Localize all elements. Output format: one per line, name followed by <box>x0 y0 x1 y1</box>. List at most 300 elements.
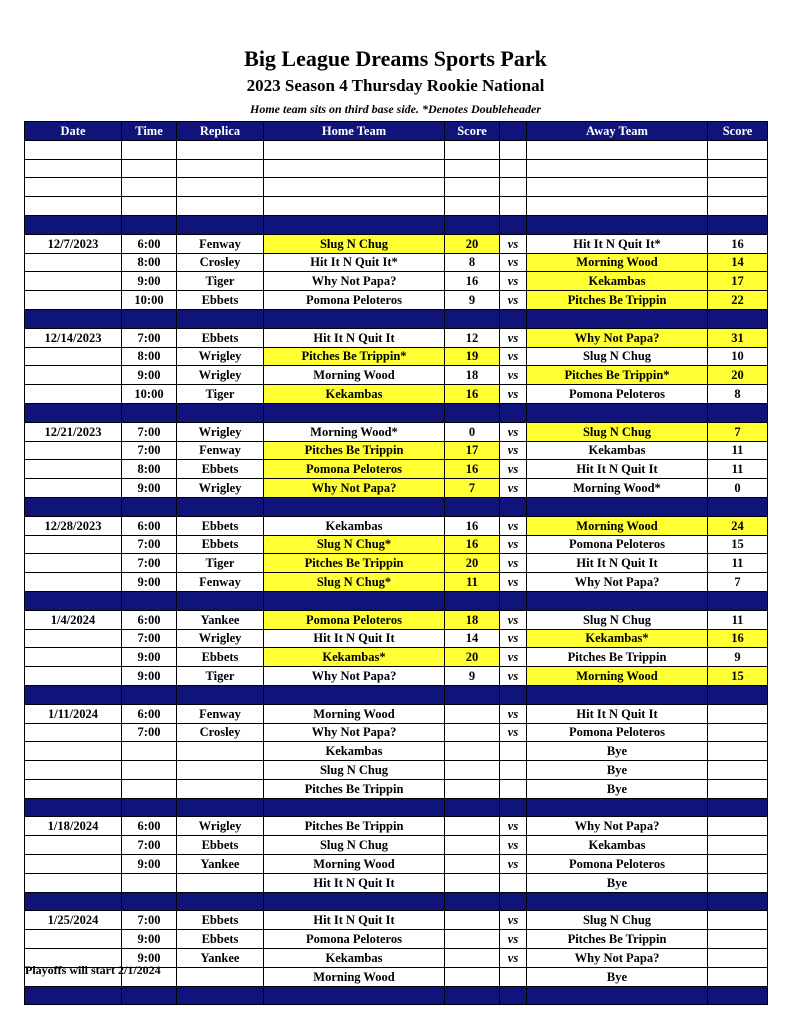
vs-cell: vs <box>500 817 527 836</box>
home-team-cell: Pitches Be Trippin* <box>264 347 445 366</box>
date-cell <box>25 986 122 1005</box>
replica-cell: Tiger <box>177 667 264 686</box>
vs-cell: vs <box>500 516 527 535</box>
replica-cell <box>177 873 264 892</box>
date-cell <box>25 573 122 592</box>
replica-cell <box>177 967 264 986</box>
game-row <box>25 761 768 780</box>
away-score-cell: 9 <box>708 648 768 667</box>
vs-cell: vs <box>500 836 527 855</box>
home-team-cell: Hit It N Quit It <box>264 328 445 347</box>
home-score-cell: 8 <box>445 253 500 272</box>
away-team-cell: Kekambas <box>527 272 708 291</box>
home-team-cell: Pomona Peloteros <box>264 930 445 949</box>
away-team-cell: Bye <box>527 779 708 798</box>
date-cell <box>25 253 122 272</box>
away-score-cell <box>708 497 768 516</box>
replica-cell <box>177 798 264 817</box>
time-cell: 6:00 <box>122 610 177 629</box>
date-cell <box>25 197 122 216</box>
replica-cell: Tiger <box>177 272 264 291</box>
vs-cell <box>500 873 527 892</box>
time-cell: 9:00 <box>122 949 177 968</box>
week-divider-row <box>25 403 768 422</box>
vs-cell: vs <box>500 949 527 968</box>
time-cell: 8:00 <box>122 347 177 366</box>
home-score-cell <box>445 779 500 798</box>
away-team-cell: Pomona Peloteros <box>527 385 708 404</box>
page-title: Big League Dreams Sports Park <box>244 46 547 71</box>
vs-cell <box>500 779 527 798</box>
away-team-cell <box>527 309 708 328</box>
time-cell <box>122 197 177 216</box>
date-cell <box>25 723 122 742</box>
away-score-cell <box>708 949 768 968</box>
date-cell <box>25 779 122 798</box>
home-team-cell <box>264 178 445 197</box>
away-score-cell: 15 <box>708 535 768 554</box>
time-cell <box>122 591 177 610</box>
date-cell: 1/11/2024 <box>25 704 122 723</box>
game-row <box>25 704 768 723</box>
vs-cell: vs <box>500 573 527 592</box>
date-cell <box>25 535 122 554</box>
replica-cell <box>177 685 264 704</box>
home-team-cell: Slug N Chug* <box>264 535 445 554</box>
replica-cell: Yankee <box>177 855 264 874</box>
date-cell: 12/14/2023 <box>25 328 122 347</box>
time-cell <box>122 159 177 178</box>
away-score-cell: 22 <box>708 291 768 310</box>
time-cell: 6:00 <box>122 234 177 253</box>
time-cell: 7:00 <box>122 328 177 347</box>
home-team-cell: Morning Wood <box>264 366 445 385</box>
home-score-cell <box>445 685 500 704</box>
vs-cell: vs <box>500 328 527 347</box>
time-cell: 6:00 <box>122 817 177 836</box>
home-score-cell: 12 <box>445 328 500 347</box>
date-cell <box>25 667 122 686</box>
time-cell: 7:00 <box>122 629 177 648</box>
vs-cell: vs <box>500 704 527 723</box>
away-team-cell: Morning Wood <box>527 516 708 535</box>
column-header-away-team: Away Team <box>527 122 708 141</box>
home-team-cell <box>264 215 445 234</box>
time-cell: 10:00 <box>122 291 177 310</box>
replica-cell <box>177 497 264 516</box>
column-header-time: Time <box>122 122 177 141</box>
away-score-cell <box>708 892 768 911</box>
schedule-table <box>24 121 768 1005</box>
game-row <box>25 554 768 573</box>
vs-cell <box>500 403 527 422</box>
date-cell <box>25 366 122 385</box>
away-score-cell <box>708 723 768 742</box>
date-cell: 12/7/2023 <box>25 234 122 253</box>
vs-cell <box>500 497 527 516</box>
replica-cell: Wrigley <box>177 817 264 836</box>
time-cell: 7:00 <box>122 911 177 930</box>
vs-cell: vs <box>500 347 527 366</box>
home-score-cell <box>445 159 500 178</box>
replica-cell <box>177 178 264 197</box>
time-cell <box>122 140 177 159</box>
game-row <box>25 723 768 742</box>
empty-row <box>25 197 768 216</box>
away-score-cell: 24 <box>708 516 768 535</box>
replica-cell <box>177 892 264 911</box>
away-score-cell: 16 <box>708 629 768 648</box>
away-score-cell <box>708 215 768 234</box>
away-team-cell <box>527 215 708 234</box>
replica-cell <box>177 779 264 798</box>
home-score-cell <box>445 930 500 949</box>
home-team-cell: Kekambas* <box>264 648 445 667</box>
home-team-cell: Slug N Chug <box>264 234 445 253</box>
away-score-cell: 15 <box>708 667 768 686</box>
away-score-cell <box>708 967 768 986</box>
date-cell <box>25 309 122 328</box>
away-team-cell: Bye <box>527 873 708 892</box>
replica-cell: Yankee <box>177 610 264 629</box>
away-team-cell: Hit It N Quit It <box>527 704 708 723</box>
vs-cell: vs <box>500 234 527 253</box>
replica-cell: Wrigley <box>177 422 264 441</box>
away-team-cell: Bye <box>527 742 708 761</box>
home-score-cell: 9 <box>445 667 500 686</box>
home-score-cell: 0 <box>445 422 500 441</box>
game-row <box>25 930 768 949</box>
time-cell <box>122 178 177 197</box>
time-cell <box>122 986 177 1005</box>
vs-cell: vs <box>500 253 527 272</box>
home-score-cell: 16 <box>445 385 500 404</box>
away-score-cell <box>708 140 768 159</box>
vs-cell <box>500 591 527 610</box>
replica-cell: Ebbets <box>177 648 264 667</box>
vs-cell <box>500 892 527 911</box>
game-row <box>25 422 768 441</box>
game-row <box>25 328 768 347</box>
home-team-cell <box>264 197 445 216</box>
home-score-cell <box>445 949 500 968</box>
home-team-cell: Pomona Peloteros <box>264 610 445 629</box>
vs-cell <box>500 967 527 986</box>
away-team-cell: Morning Wood* <box>527 479 708 498</box>
vs-cell <box>500 215 527 234</box>
home-team-cell: Morning Wood <box>264 704 445 723</box>
away-team-cell: Hit It N Quit It <box>527 460 708 479</box>
replica-cell <box>177 140 264 159</box>
column-header-date: Date <box>25 122 122 141</box>
date-cell: 12/21/2023 <box>25 422 122 441</box>
week-divider-row <box>25 591 768 610</box>
away-team-cell <box>527 403 708 422</box>
away-team-cell: Kekambas <box>527 836 708 855</box>
date-cell <box>25 591 122 610</box>
replica-cell: Tiger <box>177 554 264 573</box>
vs-cell <box>500 197 527 216</box>
week-divider-row <box>25 892 768 911</box>
home-score-cell: 20 <box>445 648 500 667</box>
home-team-cell <box>264 403 445 422</box>
replica-cell <box>177 309 264 328</box>
vs-cell: vs <box>500 272 527 291</box>
time-cell <box>122 309 177 328</box>
home-score-cell <box>445 591 500 610</box>
away-team-cell: Bye <box>527 967 708 986</box>
away-score-cell: 7 <box>708 573 768 592</box>
vs-cell: vs <box>500 422 527 441</box>
time-cell <box>122 403 177 422</box>
away-team-cell: Bye <box>527 761 708 780</box>
replica-cell: Ebbets <box>177 535 264 554</box>
away-team-cell: Why Not Papa? <box>527 328 708 347</box>
date-cell <box>25 460 122 479</box>
time-cell: 7:00 <box>122 836 177 855</box>
away-team-cell <box>527 197 708 216</box>
vs-cell: vs <box>500 855 527 874</box>
replica-cell: Wrigley <box>177 347 264 366</box>
game-row <box>25 272 768 291</box>
away-team-cell: Slug N Chug <box>527 610 708 629</box>
week-divider-row <box>25 986 768 1005</box>
game-row <box>25 573 768 592</box>
week-divider-row <box>25 685 768 704</box>
time-cell <box>122 798 177 817</box>
date-cell <box>25 479 122 498</box>
game-row <box>25 253 768 272</box>
date-cell <box>25 385 122 404</box>
home-team-cell <box>264 798 445 817</box>
vs-cell: vs <box>500 366 527 385</box>
home-team-cell <box>264 685 445 704</box>
vs-cell <box>500 798 527 817</box>
game-row <box>25 234 768 253</box>
away-team-cell: Kekambas <box>527 441 708 460</box>
replica-cell: Crosley <box>177 253 264 272</box>
home-score-cell: 14 <box>445 629 500 648</box>
time-cell: 10:00 <box>122 385 177 404</box>
game-row <box>25 667 768 686</box>
replica-cell: Wrigley <box>177 479 264 498</box>
time-cell <box>122 215 177 234</box>
home-score-cell <box>445 403 500 422</box>
replica-cell: Ebbets <box>177 291 264 310</box>
date-cell <box>25 855 122 874</box>
home-team-cell: Kekambas <box>264 516 445 535</box>
date-cell <box>25 140 122 159</box>
away-team-cell <box>527 140 708 159</box>
away-score-cell <box>708 986 768 1005</box>
home-team-cell <box>264 159 445 178</box>
date-cell: 1/4/2024 <box>25 610 122 629</box>
away-team-cell: Why Not Papa? <box>527 949 708 968</box>
home-team-cell: Kekambas <box>264 385 445 404</box>
home-team-cell: Pitches Be Trippin <box>264 779 445 798</box>
away-score-cell: 31 <box>708 328 768 347</box>
away-score-cell <box>708 685 768 704</box>
date-cell <box>25 441 122 460</box>
home-team-cell: Pitches Be Trippin <box>264 817 445 836</box>
away-team-cell <box>527 591 708 610</box>
time-cell: 8:00 <box>122 460 177 479</box>
away-score-cell <box>708 742 768 761</box>
time-cell: 9:00 <box>122 930 177 949</box>
replica-cell <box>177 986 264 1005</box>
vs-cell: vs <box>500 930 527 949</box>
away-team-cell: Kekambas* <box>527 629 708 648</box>
week-divider-row <box>25 309 768 328</box>
date-cell <box>25 497 122 516</box>
vs-cell <box>500 986 527 1005</box>
home-score-cell: 20 <box>445 554 500 573</box>
away-team-cell: Hit It N Quit It <box>527 554 708 573</box>
time-cell: 9:00 <box>122 272 177 291</box>
replica-cell: Ebbets <box>177 516 264 535</box>
column-header-replica: Replica <box>177 122 264 141</box>
empty-row <box>25 178 768 197</box>
vs-cell: vs <box>500 460 527 479</box>
page-note: Home team sits on third base side. *Denotes Doubleheader <box>250 102 541 116</box>
game-row <box>25 291 768 310</box>
time-cell: 9:00 <box>122 366 177 385</box>
date-cell <box>25 178 122 197</box>
vs-cell <box>500 140 527 159</box>
replica-cell: Ebbets <box>177 328 264 347</box>
time-cell <box>122 497 177 516</box>
home-score-cell: 16 <box>445 516 500 535</box>
date-cell: 12/28/2023 <box>25 516 122 535</box>
time-cell: 7:00 <box>122 422 177 441</box>
away-team-cell: Pitches Be Trippin <box>527 291 708 310</box>
game-row <box>25 516 768 535</box>
replica-cell <box>177 159 264 178</box>
date-cell <box>25 629 122 648</box>
away-score-cell: 11 <box>708 610 768 629</box>
replica-cell: Tiger <box>177 385 264 404</box>
away-score-cell: 16 <box>708 234 768 253</box>
game-row <box>25 347 768 366</box>
time-cell: 7:00 <box>122 441 177 460</box>
vs-cell <box>500 742 527 761</box>
vs-cell: vs <box>500 385 527 404</box>
game-row <box>25 629 768 648</box>
home-score-cell: 9 <box>445 291 500 310</box>
date-cell: 1/18/2024 <box>25 817 122 836</box>
away-team-cell: Pomona Peloteros <box>527 723 708 742</box>
date-cell <box>25 742 122 761</box>
week-divider-row <box>25 215 768 234</box>
time-cell <box>122 685 177 704</box>
away-score-cell: 20 <box>708 366 768 385</box>
replica-cell <box>177 197 264 216</box>
away-score-cell: 11 <box>708 460 768 479</box>
vs-cell <box>500 761 527 780</box>
replica-cell: Yankee <box>177 949 264 968</box>
vs-cell: vs <box>500 911 527 930</box>
column-header-vs <box>500 122 527 141</box>
replica-cell: Ebbets <box>177 930 264 949</box>
game-row <box>25 779 768 798</box>
time-cell <box>122 742 177 761</box>
away-score-cell: 0 <box>708 479 768 498</box>
away-score-cell <box>708 591 768 610</box>
vs-cell: vs <box>500 291 527 310</box>
home-team-cell: Pitches Be Trippin <box>264 554 445 573</box>
date-cell <box>25 272 122 291</box>
home-score-cell: 7 <box>445 479 500 498</box>
game-row <box>25 610 768 629</box>
replica-cell: Fenway <box>177 704 264 723</box>
date-cell <box>25 554 122 573</box>
game-row <box>25 441 768 460</box>
home-score-cell <box>445 873 500 892</box>
time-cell: 9:00 <box>122 573 177 592</box>
vs-cell: vs <box>500 629 527 648</box>
replica-cell: Wrigley <box>177 366 264 385</box>
replica-cell <box>177 403 264 422</box>
game-row <box>25 836 768 855</box>
date-cell <box>25 761 122 780</box>
time-cell: 9:00 <box>122 479 177 498</box>
away-score-cell: 17 <box>708 272 768 291</box>
time-cell: 6:00 <box>122 704 177 723</box>
time-cell: 9:00 <box>122 648 177 667</box>
home-score-cell <box>445 309 500 328</box>
home-score-cell: 16 <box>445 272 500 291</box>
home-team-cell <box>264 497 445 516</box>
away-score-cell <box>708 309 768 328</box>
game-row <box>25 460 768 479</box>
home-team-cell: Pomona Peloteros <box>264 460 445 479</box>
replica-cell: Wrigley <box>177 629 264 648</box>
away-score-cell <box>708 930 768 949</box>
away-team-cell <box>527 986 708 1005</box>
home-score-cell: 20 <box>445 234 500 253</box>
replica-cell: Fenway <box>177 441 264 460</box>
date-cell <box>25 403 122 422</box>
game-row <box>25 911 768 930</box>
replica-cell: Fenway <box>177 234 264 253</box>
home-score-cell: 18 <box>445 610 500 629</box>
date-cell <box>25 798 122 817</box>
away-score-cell <box>708 159 768 178</box>
time-cell <box>122 761 177 780</box>
away-score-cell <box>708 704 768 723</box>
away-team-cell: Pitches Be Trippin <box>527 930 708 949</box>
home-team-cell: Slug N Chug* <box>264 573 445 592</box>
home-score-cell <box>445 798 500 817</box>
home-score-cell <box>445 215 500 234</box>
home-score-cell <box>445 986 500 1005</box>
away-team-cell: Pitches Be Trippin <box>527 648 708 667</box>
replica-cell <box>177 742 264 761</box>
away-team-cell: Pomona Peloteros <box>527 855 708 874</box>
home-score-cell <box>445 140 500 159</box>
home-score-cell <box>445 723 500 742</box>
away-score-cell <box>708 197 768 216</box>
game-row <box>25 535 768 554</box>
home-score-cell <box>445 967 500 986</box>
game-row <box>25 648 768 667</box>
away-score-cell: 8 <box>708 385 768 404</box>
home-score-cell <box>445 497 500 516</box>
time-cell: 7:00 <box>122 535 177 554</box>
away-team-cell: Slug N Chug <box>527 911 708 930</box>
replica-cell <box>177 591 264 610</box>
away-team-cell: Why Not Papa? <box>527 573 708 592</box>
